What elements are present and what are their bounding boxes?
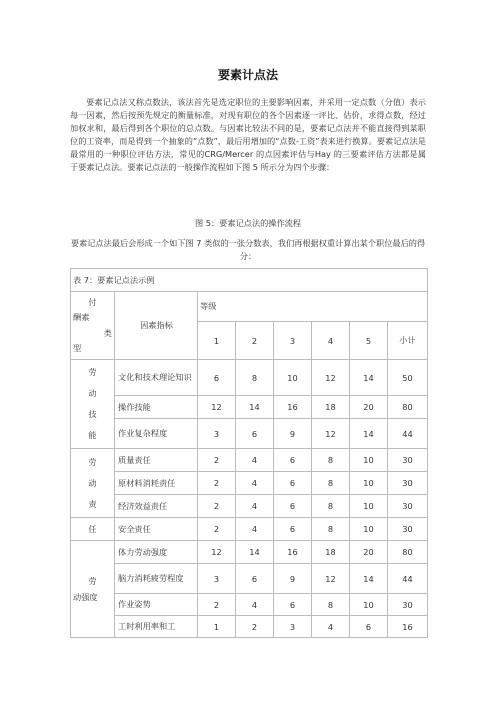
group-label-line: 动 [88,388,97,398]
grade-value: 10 [350,594,388,616]
grade-value: 4 [236,495,274,518]
table-row [71,419,428,449]
grade-value: 3 [198,564,236,594]
grade-value: 14 [350,419,388,449]
subtotal-value: 80 [388,541,428,564]
grade-value: 9 [274,419,312,449]
factor-name: 作业姿势 [115,594,198,616]
intro-paragraph-text: 要素记点法又称点数法，该法首先是选定职位的主要影响因素，并采用一定点数（分值）表示每一因素，然后按预先规定的衡量标准，对现有职位的各个因素逐一评比、估价，求得点数，经过加权求和，最后得到各个职位的总点数。与因素比较法不同的是，要素记点法并不能直接得到某职位的工资率，而是得到一个抽象的“点数”，最后用增加的“点数-工资”表来进行换算。要素记点法是最常用的一种职位评估方法，常见的CRG/Mercer 的点因素评估与Hay 的三要素评估方法都是属于要素记点法。要素记点法的一般操作流程如下图 5 所示分为四个步骤： [70,97,426,172]
grade-value: 2 [198,449,236,472]
grade-value: 3 [198,419,236,449]
grade-value: 4 [312,616,350,638]
corner-header [71,292,115,360]
grade-value: 14 [236,396,274,419]
grade-value: 6 [236,419,274,449]
grade-value: 8 [312,472,350,495]
group-label [71,518,115,541]
grade-value: 6 [350,616,388,638]
grade-value: 2 [198,594,236,616]
factor-name: 体力劳动强度 [115,541,198,564]
grade-value: 20 [350,541,388,564]
subtotal-value: 80 [388,396,428,419]
factor-name: 脑力消耗疲劳程度 [115,564,198,594]
grade-value: 4 [236,518,274,541]
group-label [71,541,115,638]
grade-value: 2 [198,518,236,541]
grade-value: 12 [198,541,236,564]
grade-value: 8 [312,495,350,518]
grade-value: 14 [350,360,388,396]
factor-name: 操作技能 [115,396,198,419]
grade-value: 16 [274,541,312,564]
grade-5-header: 5 [350,322,388,360]
grade-value: 4 [236,594,274,616]
group-label-line: 动强度 [73,592,98,602]
grade-value: 12 [198,396,236,419]
factor-name: 质量责任 [115,449,198,472]
grade-value: 8 [312,518,350,541]
subtotal-value: 30 [388,495,428,518]
factor-name: 安全责任 [115,518,198,541]
table-caption-row [71,269,428,292]
subtotal-value: 30 [388,594,428,616]
group-label [71,360,115,449]
table-row [71,495,428,518]
corner-line-4: 型 [73,343,82,353]
grade-value: 12 [312,360,350,396]
group-label-line: 能 [88,430,97,440]
group-label-line: 劳 [88,576,97,586]
group-label-line: 劳 [88,367,97,377]
grade-value: 8 [312,594,350,616]
group-label-line: 技 [88,409,97,419]
grade-1-header: 1 [198,322,236,360]
factor-name: 工时利用率和工 [115,616,198,638]
factor-name: 原材料消耗责任 [115,472,198,495]
grade-value: 6 [274,449,312,472]
grade-value: 10 [350,518,388,541]
grade-value: 2 [236,616,274,638]
result-paragraph: 要素记点法最后会形成一个如下图 7 类似的一张分数表，我们再根据权重计算出某个职位最后的得分： [70,238,426,261]
grade-value: 8 [236,360,274,396]
subtotal-value: 44 [388,419,428,449]
table-row [71,541,428,564]
grade-value: 6 [274,518,312,541]
table-row [71,360,428,396]
grade-value: 3 [274,616,312,638]
grade-header: 等级 [198,292,428,322]
table-row [71,518,428,541]
corner-line-3: 类 [103,328,112,338]
grade-value: 14 [350,564,388,594]
grade-value: 20 [350,396,388,419]
grade-value: 2 [198,495,236,518]
group-label [71,449,115,518]
subtotal-header: 小计 [388,322,428,360]
grade-value: 6 [236,564,274,594]
grade-value: 12 [312,419,350,449]
grade-value: 16 [274,396,312,419]
grade-4-header: 4 [312,322,350,360]
corner-line-1: 付 [88,297,97,307]
grade-value: 12 [312,564,350,594]
grade-value: 9 [274,564,312,594]
grade-value: 10 [350,472,388,495]
subtotal-value: 16 [388,616,428,638]
grade-value: 14 [236,541,274,564]
group-label-line: 动 [88,477,97,488]
grade-value: 6 [274,495,312,518]
table-row [71,594,428,616]
corner-line-2: 酬素 [73,312,90,322]
intro-paragraph [70,96,426,174]
subtotal-value: 30 [388,518,428,541]
grade-value: 10 [350,495,388,518]
table-row [71,564,428,594]
table-row [71,472,428,495]
grade-value: 1 [198,616,236,638]
grade-value: 6 [274,594,312,616]
grade-value: 6 [198,360,236,396]
group-label-line: 劳 [88,456,97,467]
grade-value: 6 [274,472,312,495]
subtotal-value: 30 [388,449,428,472]
grade-value: 4 [236,472,274,495]
subtotal-value: 30 [388,472,428,495]
group-label-line: 责 [88,498,97,509]
grade-value: 10 [274,360,312,396]
grade-value: 4 [236,449,274,472]
grade-value: 8 [312,449,350,472]
grade-value: 2 [198,472,236,495]
subtotal-value: 44 [388,564,428,594]
factor-header: 因素指标 [115,292,198,360]
grade-2-header: 2 [236,322,274,360]
grade-value: 18 [312,541,350,564]
group-label-line: 任 [88,523,97,534]
document-title: 要素计点法 [217,68,278,82]
table-row [71,396,428,419]
table-header-row-1 [71,292,428,322]
grade-3-header: 3 [274,322,312,360]
grade-value: 18 [312,396,350,419]
table-caption: 表 7：要素记点法示例 [71,269,428,292]
grade-value: 10 [350,449,388,472]
factor-name: 文化和技术理论知识 [115,360,198,396]
figure-caption: 图 5：要素记点法的操作流程 [194,218,302,228]
factor-points-table [70,268,428,638]
factor-name: 经济效益责任 [115,495,198,518]
table-row [71,616,428,638]
table-row [71,449,428,472]
subtotal-value: 50 [388,360,428,396]
factor-name: 作业复杂程度 [115,419,198,449]
